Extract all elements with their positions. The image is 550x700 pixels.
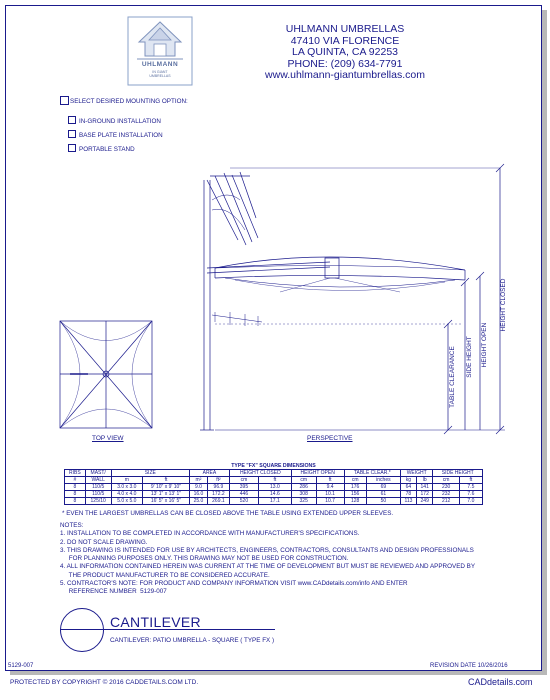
table-cell: 176 [344,484,366,491]
table-cell: 113 [400,498,416,505]
table-subheader: m [111,477,142,484]
table-cell: 232 [433,491,459,498]
top-view-drawing [60,321,152,428]
table-cell: 13.0 [259,484,292,491]
table-cell: 13' 1" x 13' 1" [143,491,190,498]
table-subheader: cm [344,477,366,484]
table-subheader: cm [291,477,316,484]
table-subheader: ft [259,477,292,484]
note-line: 2. DO NOT SCALE DRAWING. [60,538,148,546]
table-cell: 8 [65,498,86,505]
table-cell: 96.9 [207,484,229,491]
table-subheader: cm [433,477,459,484]
table-cell: 172.2 [207,491,229,498]
table-cell: 69 [366,484,400,491]
table-row [65,498,483,505]
caddetails-link[interactable]: CADdetails.com [468,677,533,687]
table-cell: 230 [433,484,459,491]
table-cell: 7.5 [459,484,482,491]
mounting-option-portable-stand[interactable]: PORTABLE STAND [68,144,135,153]
asterisk-note: * EVEN THE LARGEST UMBRELLAS CAN BE CLOSED ABOVE THE TABLE USING EXTENDED UPPER SLEEVES. [62,510,394,517]
table-header: HEIGHT OPEN [291,470,344,477]
table-subheader: m² [189,477,207,484]
table-cell: 64 [400,484,416,491]
company-address-city: LA QUINTA, CA 92253 [291,46,399,58]
notes-block [60,522,490,597]
table-cell: 156 [344,491,366,498]
table-cell: 61 [366,491,400,498]
table-subheader: ft² [207,477,229,484]
table-cell: 9.4 [316,484,344,491]
table-cell: 110/5 [85,491,111,498]
table-cell: 269.1 [207,498,229,505]
table-subheader: ft [143,477,190,484]
perspective-label: PERSPECTIVE [307,435,353,442]
table-cell: 395 [229,484,258,491]
table-cell: 7.0 [459,498,482,505]
table-cell: 16' 5" x 16' 5" [143,498,190,505]
table-cell: 212 [433,498,459,505]
company-phone: PHONE: (209) 634-7791 [287,57,403,70]
label-height-closed: HEIGHT CLOSED [500,278,507,332]
table-subheader: kg [400,477,416,484]
table-subheader-row [65,477,483,484]
table-subheader: cm [229,477,258,484]
table-cell: 9.0 [189,484,207,491]
table-cell: 7.6 [459,491,482,498]
table-header: TABLE CLEAR.* [344,470,400,477]
notes-heading: NOTES: [60,522,84,529]
mounting-option-in-ground[interactable]: IN-GROUND INSTALLATION [68,116,161,125]
table-subheader: lb [416,477,433,484]
mounting-title: SELECT DESIRED MOUNTING OPTION: [70,98,188,105]
table-header: SIDE HEIGHT [433,470,483,477]
table-cell: 25.0 [189,498,207,505]
table-subheader: ft [459,477,482,484]
table-cell: 3.0 x 3.0 [111,484,142,491]
company-address-street: 47410 VIA FLORENCE [290,34,400,47]
table-subheader: # [65,477,86,484]
label-side-height: SIDE HEIGHT [466,336,473,378]
table-row [65,491,483,498]
table-header-row [65,470,483,477]
top-view-label: TOP VIEW [92,435,124,442]
table-row [65,484,483,491]
table-cell: 325 [291,498,316,505]
table-cell: 8 [65,484,86,491]
table-subheader: ft [316,477,344,484]
note-line: THE PRODUCT MANUFACTURER TO BE CONSIDERED ACCURATE. [60,571,270,579]
logo-text: UHLMANN [141,61,179,68]
table-cell: 4.0 x 4.0 [111,491,142,498]
table-cell: 9' 10" x 9' 10" [143,484,190,491]
note-line: 4. ALL INFORMATION CONTAINED HEREIN WAS CURRENT AT THE TIME OF DEVELOPMENT BUT MUST BE REVIEWED AND APPROVED BY [60,563,476,571]
table-header: MAST/ [85,470,111,477]
copyright-notice: PROTECTED BY COPYRIGHT © 2016 CADDETAILS.COM LTD. [10,679,199,686]
table-cell: 446 [229,491,258,498]
company-website[interactable]: www.uhlmann-giantumbrellas.com [265,69,425,81]
table-cell: 286 [291,484,316,491]
table-cell: 172 [416,491,433,498]
table-subheader: inches [366,477,400,484]
table-cell: 308 [291,491,316,498]
drawing-subtitle: CANTILEVER: PATIO UMBRELLA - SQUARE ( TYPE FX ) [110,637,275,644]
table-cell: 520 [229,498,258,505]
table-cell: 10.1 [316,491,344,498]
table-cell: 249 [416,498,433,505]
table-cell: 125/10 [85,498,111,505]
label-table-clearance: TABLE CLEARANCE [449,346,456,408]
table-cell: 110/5 [85,484,111,491]
reference-number: 5129-007 [8,663,34,669]
logo-subtext: IN GIANT UMBRELLAS [149,70,171,78]
table-cell: 50 [366,498,400,505]
table-cell: 8 [65,491,86,498]
table-subheader: WALL [85,477,111,484]
revision-date: REVISION DATE 10/26/2016 [430,663,508,669]
table-cell: 5.0 x 5.0 [111,498,142,505]
table-header: HEIGHT CLOSED [229,470,291,477]
label-height-open: HEIGHT OPEN [481,322,488,368]
note-line: FOR PLANNING PURPOSES ONLY. THIS DRAWING MAY NOT BE USED FOR CONSTRUCTION. [60,555,349,563]
table-header: RIBS [65,470,86,477]
company-name: UHLMANN UMBRELLAS [285,23,405,35]
table-cell: 141 [416,484,433,491]
note-line: 1. INSTALLATION TO BE COMPLETED IN ACCORDANCE WITH MANUFACTURER'S SPECIFICATIONS. [60,530,360,538]
note-line: REFERENCE NUMBER 5129-007 [60,588,167,596]
note-line: 5. CONTRACTOR'S NOTE: FOR PRODUCT AND COMPANY INFORMATION VISIT www.CADdetails.com/info AND ENTER [60,580,408,588]
table-cell: 10.7 [316,498,344,505]
table-cell: 78 [400,491,416,498]
table-cell: 16.0 [189,491,207,498]
perspective-drawing [200,164,505,434]
table-header: SIZE [111,470,189,477]
table-header: AREA [189,470,229,477]
dimensions-table [64,463,483,505]
table-header: WEIGHT [400,470,433,477]
table-cell: 14.6 [259,491,292,498]
table-cell: 128 [344,498,366,505]
table-title: TYPE "FX" SQUARE DIMENSIONS [231,463,316,469]
note-line: 3. THIS DRAWING IS INTENDED FOR USE BY ARCHITECTS, ENGINEERS, CONTRACTORS, CONSULTANTS AND DESIGN PROFESSIONALS [60,546,474,554]
title-circle-icon [60,608,104,652]
mounting-option-base-plate[interactable]: BASE PLATE INSTALLATION [68,130,163,139]
table-cell: 17.1 [259,498,292,505]
drawing-title: CANTILEVER [110,614,201,630]
